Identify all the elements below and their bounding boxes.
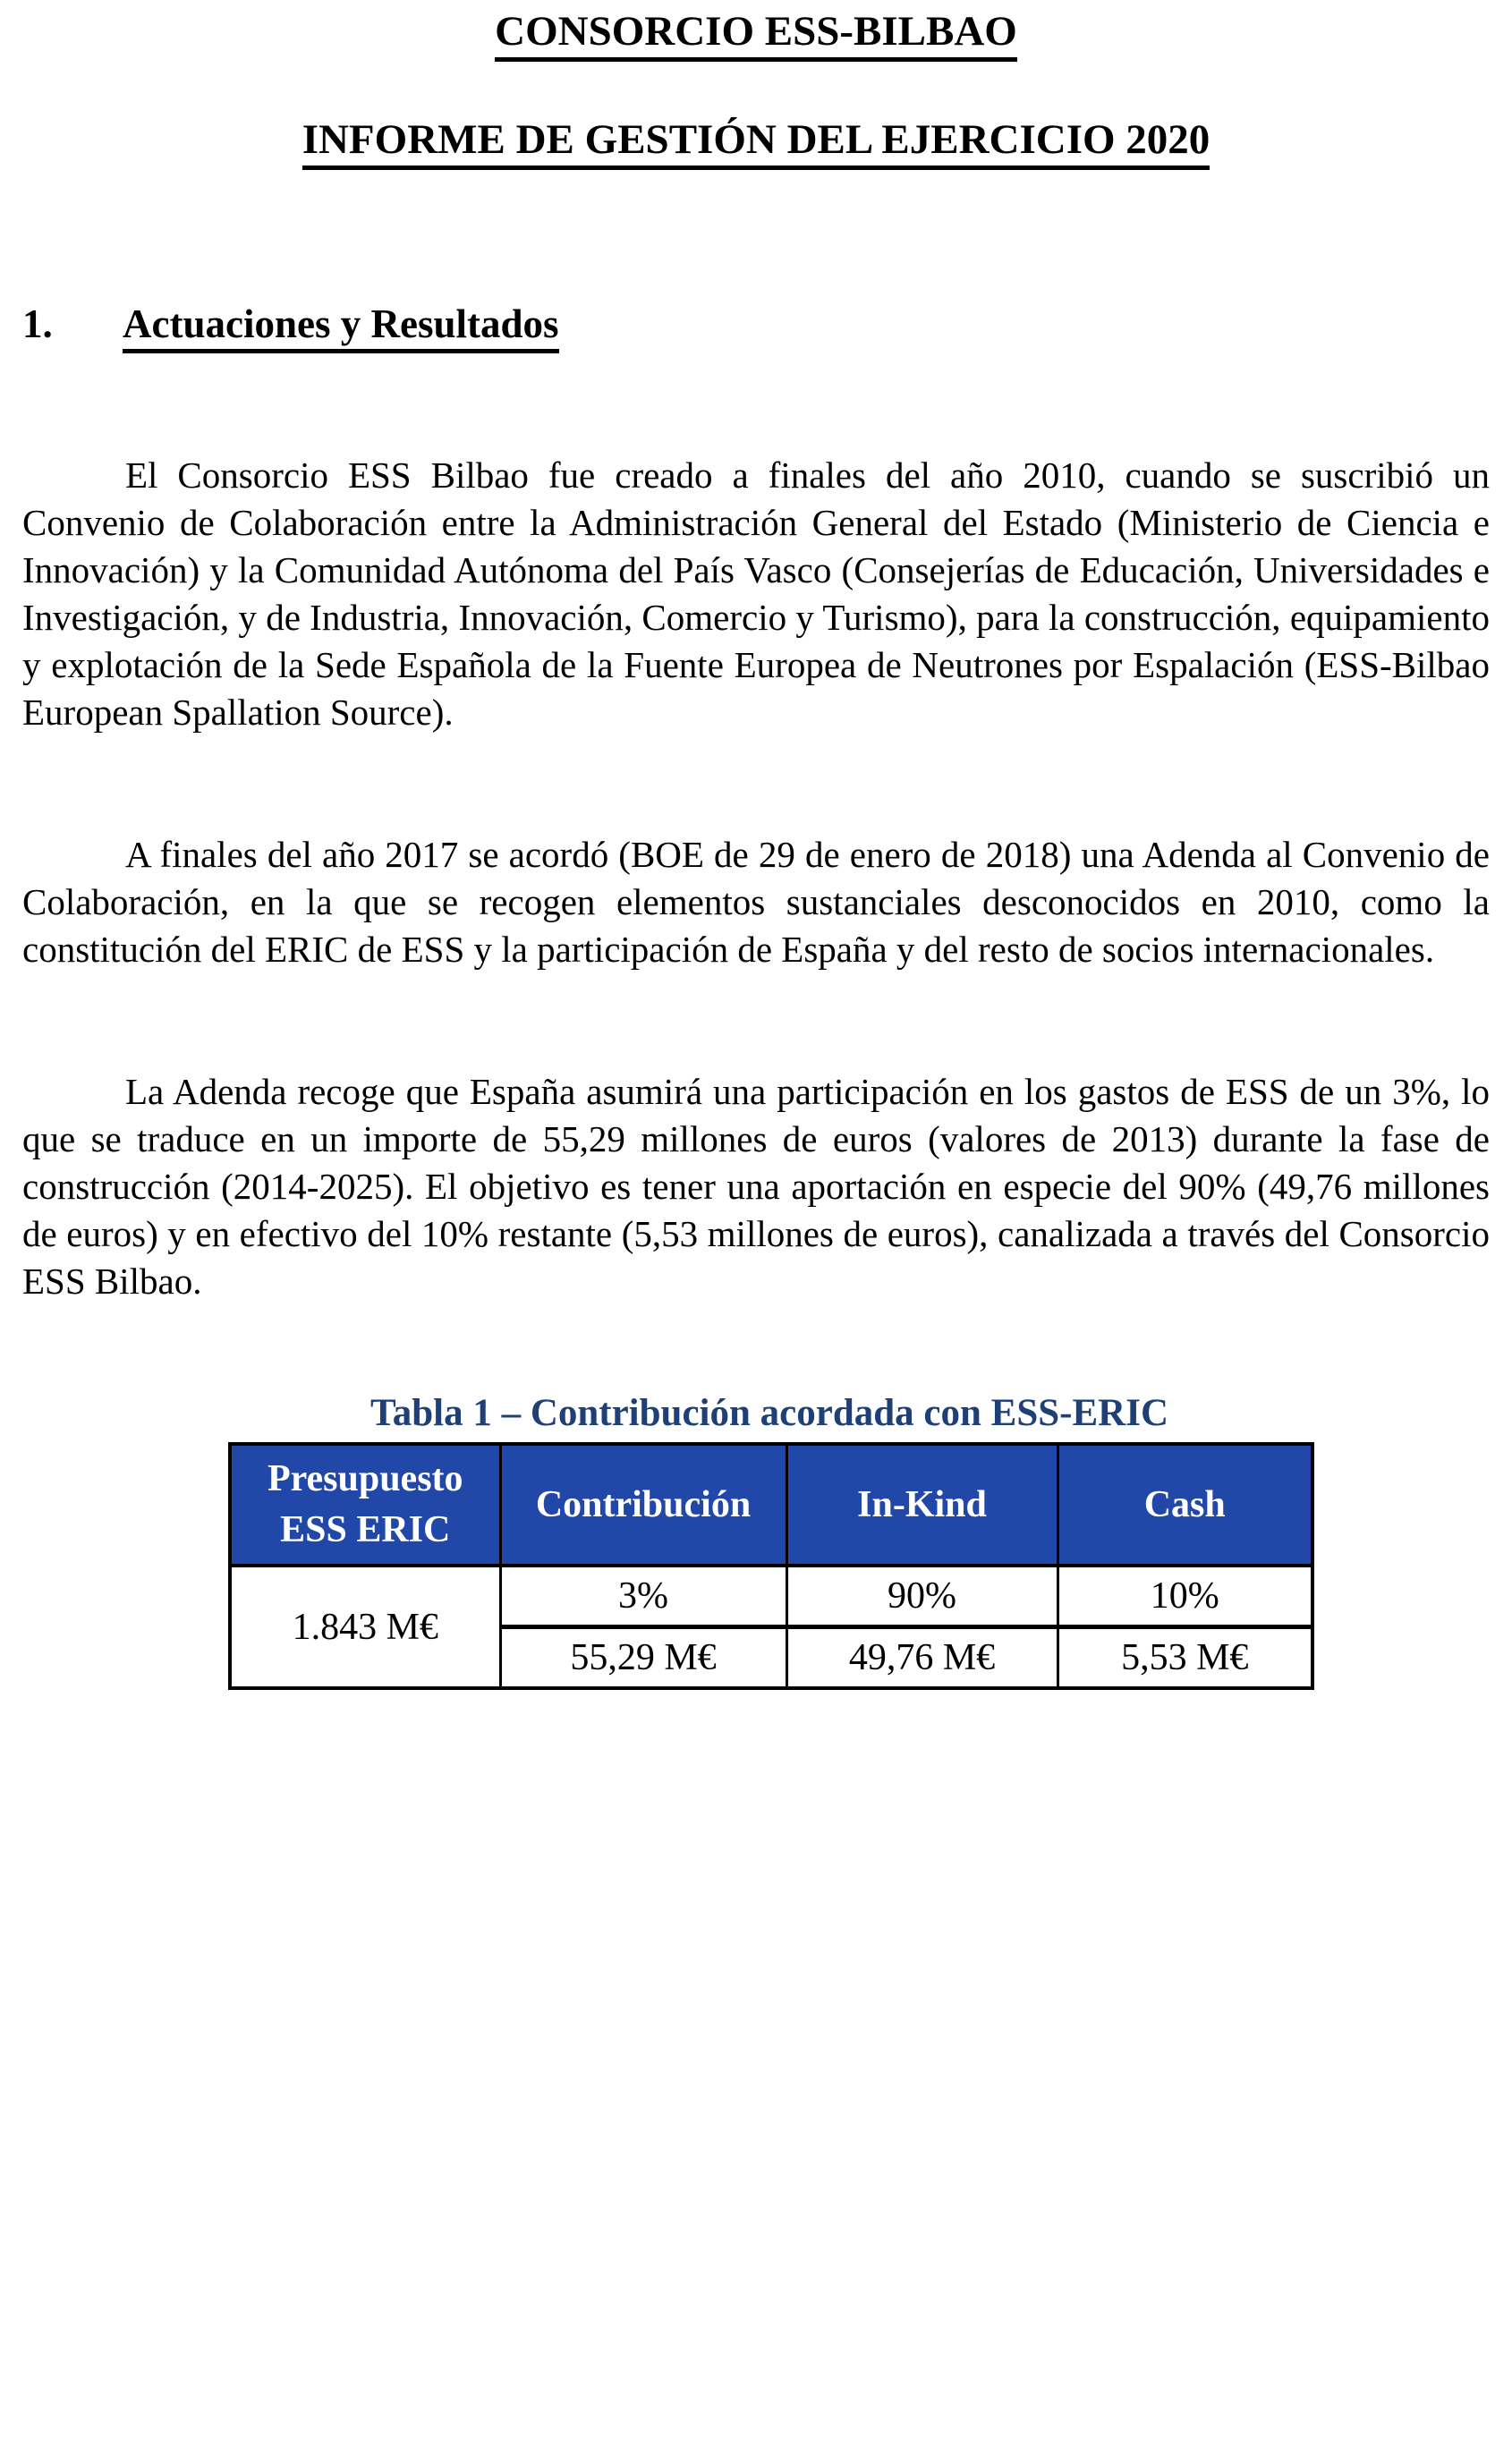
inkind-amount-cell: 49,76 M€ <box>786 1627 1058 1689</box>
budget-value-cell: 1.843 M€ <box>230 1566 500 1688</box>
document-subtitle <box>22 117 1490 170</box>
document-title-text: CONSORCIO ESS-BILBAO <box>495 9 1017 62</box>
cash-percent-cell: 10% <box>1058 1566 1312 1627</box>
cash-amount-cell: 5,53 M€ <box>1058 1627 1312 1689</box>
table-header-budget: Presupuesto ESS ERIC <box>230 1444 500 1566</box>
section-heading-label: Actuaciones y Resultados <box>123 302 559 353</box>
paragraph-1: El Consorcio ESS Bilbao fue creado a finales del año 2010, cuando se suscribió un Convenio de Colaboración entre la Administración General del Estado (Ministerio de Ciencia e Innovación) y la Comunidad Autónoma del País Vasco (Consejerías de Educación, Universidades e Investigación, y de Industria, Innovación, Comercio y Turismo), para la construcción, equipamiento y explotación de la Sede Española de la Fuente Europea de Neutrones por Espalación (ESS-Bilbao European Spallation Source). <box>22 454 1490 733</box>
table-header-cash: Cash <box>1058 1444 1312 1566</box>
table-row-percentages <box>230 1566 1312 1627</box>
table-header-inkind: In-Kind <box>786 1444 1058 1566</box>
inkind-percent-cell: 90% <box>786 1566 1058 1627</box>
table-header-row <box>230 1444 1312 1566</box>
table-header-contribucion: Contribución <box>500 1444 786 1566</box>
contribucion-amount-cell: 55,29 M€ <box>500 1627 786 1689</box>
section-heading <box>22 302 1490 353</box>
paragraph-2: A finales del año 2017 se acordó (BOE de 29 de enero de 2018) una Adenda al Convenio de Colaboración, en la que se recogen elementos sustanciales desconocidos en 2010, como la constitución del ERIC de ESS y la participación de España y del resto de socios internacionales. <box>22 834 1490 970</box>
document-subtitle-text: INFORME DE GESTIÓN DEL EJERCICIO 2020 <box>302 117 1210 170</box>
table1-caption: Tabla 1 – Contribución acordada con ESS-ERIC <box>370 1392 1169 1434</box>
paragraph-3: La Adenda recoge que España asumirá una participación en los gastos de ESS de un 3%, lo que se traduce en un importe de 55,29 millones de euros (valores de 2013) durante la fase de construcción (2014-2025). El objetivo es tener una aportación en especie del 90% (49,76 millones de euros) y en efectivo del 10% restante (5,53 millones de euros), canalizada a través del Consorcio ESS Bilbao. <box>22 1071 1490 1302</box>
document-title <box>22 9 1490 62</box>
section-number: 1. <box>22 301 53 346</box>
contribution-table <box>228 1442 1314 1690</box>
contribucion-percent-cell: 3% <box>500 1566 786 1627</box>
